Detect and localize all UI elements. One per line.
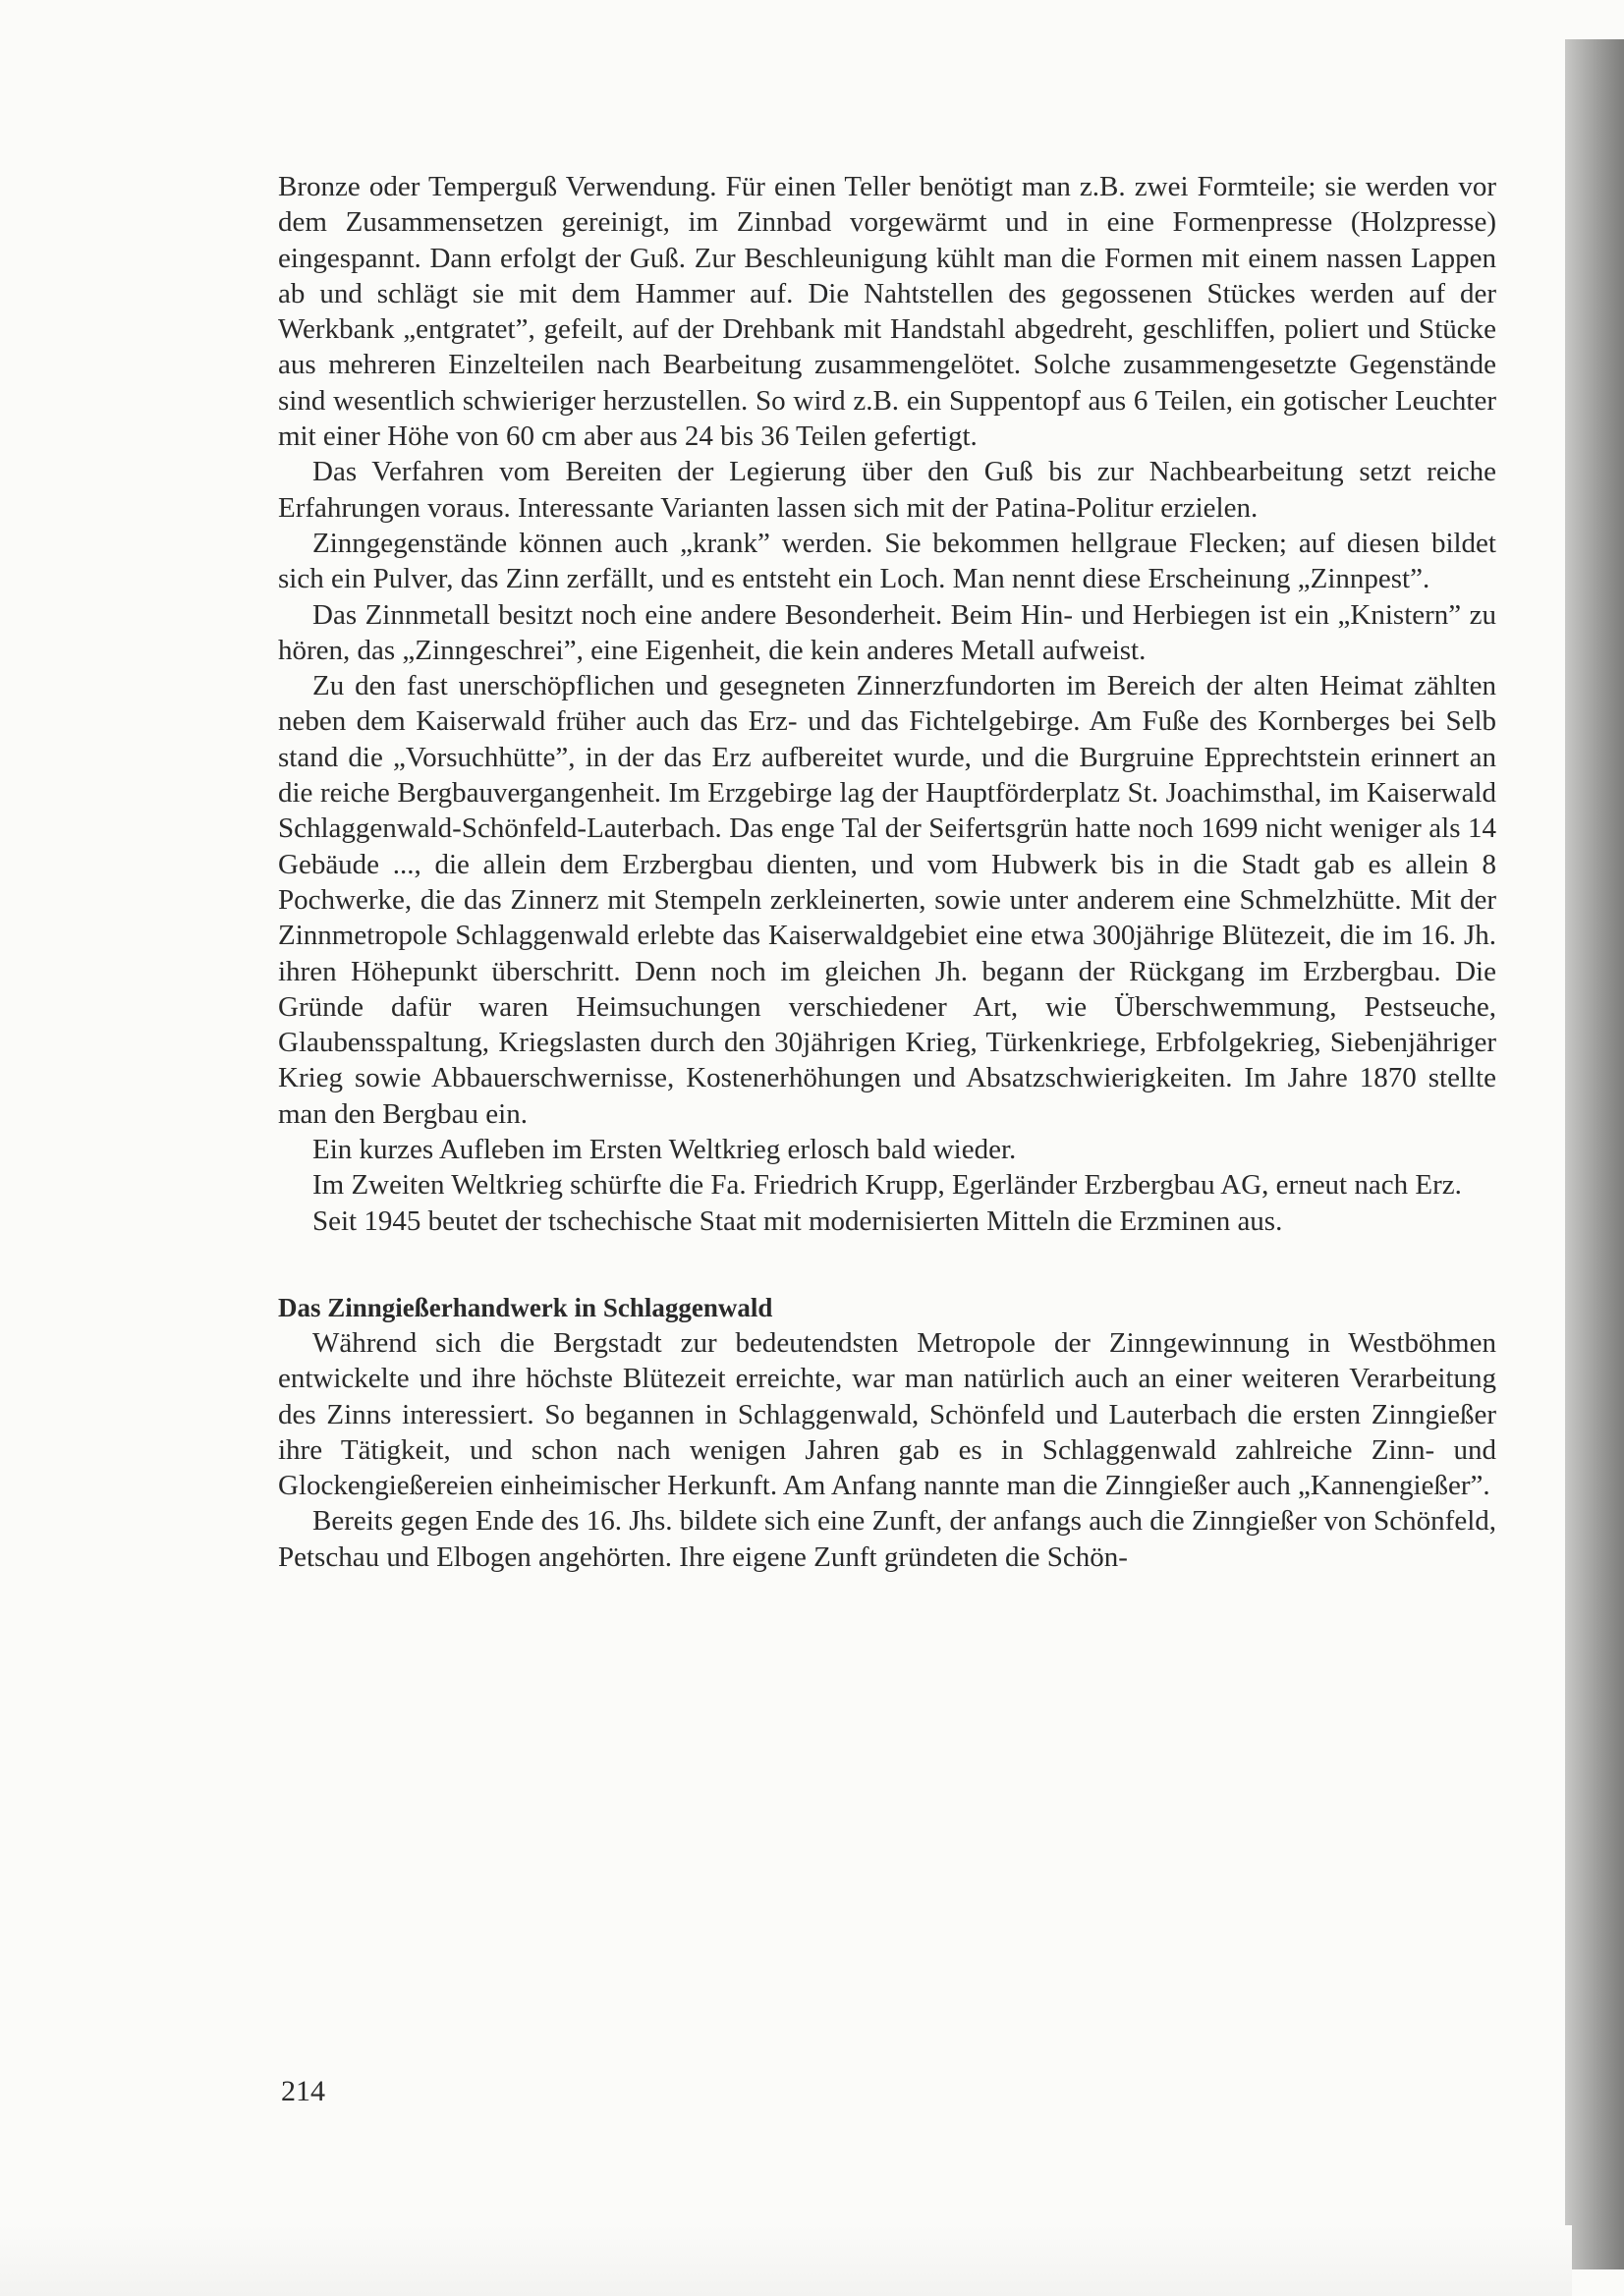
paragraph: Das Zinnmetall besitzt noch eine andere Besonderheit. Beim Hin- und Herbiegen ist ein „Knistern” zu hören, das „Zinngeschrei”, eine Eigenheit, die kein anderes Metall aufweist. <box>278 598 1496 666</box>
paragraph: Während sich die Bergstadt zur bedeutendsten Metropole der Zinngewinnung in Westböhmen entwickelte und ihre höchste Blütezeit erreichte, war man natürlich auch an einer weiteren Verarbeitung des Zinns interessiert. So begannen in Schlaggenwald, Schönfeld und Lauterbach die ersten Zinngießer ihre Tätigkeit, und schon nach wenigen Jahren gab es in Schlaggenwald zahlreiche Zinn- und Glockengießereien einheimischer Herkunft. Am Anfang nannte man die Zinngießer auch „Kannengießer”. <box>278 1326 1496 1502</box>
paragraph: Ein kurzes Aufleben im Ersten Weltkrieg erlosch bald wieder. <box>312 1134 1017 1166</box>
paragraph: Das Verfahren vom Bereiten der Legierung über den Guß bis zur Nachbearbeitung setzt reiche Erfahrungen voraus. Interessante Varianten lassen sich mit der Patina-Politur erzielen. <box>278 456 1496 524</box>
body-text <box>278 169 1496 1575</box>
paragraph: Zinngegenstände können auch „krank” werden. Sie bekommen hellgraue Flecken; auf diesen bildet sich ein Pulver, das Zinn zerfällt, und es entsteht ein Loch. Man nennt diese Erscheinung „Zinnpest”. <box>278 527 1496 595</box>
scan-binding-shadow <box>1565 39 1624 2269</box>
scan-bottom-edge <box>0 2225 1572 2296</box>
paragraph: Bereits gegen Ende des 16. Jhs. bildete sich eine Zunft, der anfangs auch die Zinngießer von Schönfeld, Petschau und Elbogen angehörten. Ihre eigene Zunft gründeten die Schön- <box>278 1505 1496 1573</box>
page-number: 214 <box>281 2075 325 2107</box>
paragraph: Seit 1945 beutet der tschechische Staat mit modernisierten Mitteln die Erzminen aus. <box>312 1204 1283 1237</box>
paragraph: Zu den fast unerschöpflichen und gesegneten Zinnerzfundorten im Bereich der alten Heimat zählten neben dem Kaiserwald früher auch das Erz- und das Fichtelgebirge. Am Fuße des Kornberges bei Selb stand die „Vorsuchhütte”, in der das Erz aufbereitet wurde, und die Burgruine Epprechtstein erinnert an die reiche Bergbauvergangenheit. Im Erzgebirge lag der Hauptförderplatz St. Joachimsthal, im Kaiserwald Schlaggenwald-Schönfeld-Lauterbach. Das enge Tal der Seifertsgrün hatte noch 1699 nicht weniger als 14 Gebäude ..., die allein dem Erzbergbau dienten, und vom Hubwerk bis in die Stadt gab es allein 8 Pochwerke, die das Zinnerz mit Stempeln zerkleinerten, sowie unter anderem eine Schmelzhütte. Mit der Zinnmetropole Schlaggenwald erlebte das Kaiserwaldgebiet eine etwa 300jährige Blütezeit, die im 16. Jh. ihren Höhepunkt überschritt. Denn noch im gleichen Jh. begann der Rückgang im Erzbergbau. Die Gründe dafür waren Heimsuchungen verschiedener Art, wie Überschwemmung, Pestseuche, Glaubensspaltung, Kriegslasten durch den 30jährigen Krieg, Türkenkriege, Erbfolgekrieg, Siebenjähriger Krieg sowie Abbauerschwernisse, Kostenerhöhungen und Absatzschwierigkeiten. Im Jahre 1870 stellte man den Bergbau ein. <box>278 670 1496 1130</box>
paragraph: Bronze oder Temperguß Verwendung. Für einen Teller benötigt man z.B. zwei Formteile; sie werden vor dem Zusammensetzen gereinigt, im Zinnbad vorgewärmt und in eine Formenpresse (Holzpresse) eingespannt. Dann erfolgt der Guß. Zur Beschleunigung kühlt man die Formen mit einem nassen Lappen ab und schlägt sie mit dem Hammer auf. Die Nahtstellen des gegossenen Stückes werden auf der Werkbank „entgratet”, gefeilt, auf der Drehbank mit Handstahl abgedreht, geschliffen, poliert und Stücke aus mehreren Einzelteilen nach Bearbeitung zusammengelötet. Solche zusammengesetzte Gegenstände sind wesentlich schwieriger herzustellen. So wird z.B. ein Suppentopf aus 6 Teilen, ein gotischer Leuchter mit einer Höhe von 60 cm aber aus 24 bis 36 Teilen gefertigt. <box>278 171 1496 453</box>
paragraph: Im Zweiten Weltkrieg schürfte die Fa. Friedrich Krupp, Egerländer Erzbergbau AG, erneut nach Erz. <box>312 1169 1462 1202</box>
section-heading: Das Zinngießerhandwerk in Schlaggenwald <box>278 1292 773 1322</box>
